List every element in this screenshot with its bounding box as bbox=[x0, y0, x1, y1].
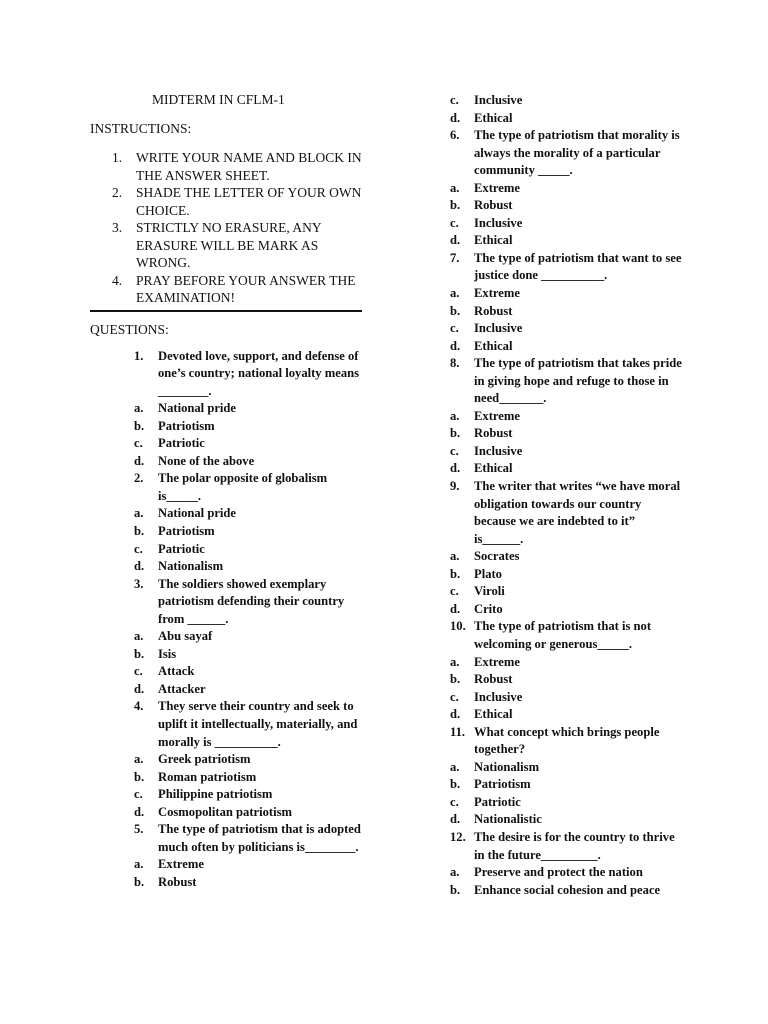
option-text: Attack bbox=[158, 664, 195, 679]
answer-option bbox=[450, 776, 686, 794]
option-letter: b. bbox=[450, 882, 461, 897]
instructions-list bbox=[90, 149, 362, 307]
option-text: Inclusive bbox=[474, 93, 523, 107]
answer-option bbox=[450, 794, 686, 812]
answer-option bbox=[90, 541, 362, 559]
question-number: 10. bbox=[450, 619, 466, 634]
option-letter: a. bbox=[134, 629, 144, 644]
answer-option bbox=[450, 338, 686, 356]
page-title: MIDTERM IN CFLM-1 bbox=[152, 92, 285, 107]
option-letter: d. bbox=[134, 559, 145, 574]
option-letter: c. bbox=[450, 584, 459, 599]
instruction-number: 2. bbox=[112, 185, 123, 200]
question-text: The desire is for the country to thrive in the future_________. bbox=[474, 829, 675, 862]
option-text: Patriotism bbox=[158, 523, 215, 538]
option-text: Nationalism bbox=[474, 759, 540, 774]
option-text: Abu sayaf bbox=[158, 629, 213, 644]
option-text: Ethical bbox=[474, 338, 513, 353]
option-text: Patriotism bbox=[158, 418, 215, 433]
answer-option bbox=[450, 425, 686, 443]
option-text: Extreme bbox=[474, 654, 520, 669]
answer-option bbox=[90, 453, 362, 471]
option-text: Extreme bbox=[474, 286, 520, 301]
option-text: Robust bbox=[474, 303, 513, 318]
question-number: 9. bbox=[450, 479, 460, 494]
answer-option bbox=[450, 443, 686, 461]
option-text: Inclusive bbox=[474, 321, 523, 336]
question-item bbox=[90, 348, 362, 401]
instruction-text: SHADE THE LETTER OF YOUR OWN CHOICE. bbox=[136, 185, 362, 218]
questions-label: QUESTIONS: bbox=[90, 321, 169, 337]
option-text: Greek patriotism bbox=[158, 752, 251, 767]
option-text: Ethical bbox=[474, 461, 513, 476]
option-letter: d. bbox=[450, 461, 461, 476]
question-number: 1. bbox=[134, 348, 144, 363]
answer-option bbox=[450, 566, 686, 584]
option-text: Extreme bbox=[474, 180, 520, 195]
option-letter: a. bbox=[450, 180, 460, 195]
question-item bbox=[450, 250, 686, 285]
option-letter: c. bbox=[134, 436, 143, 451]
answer-option bbox=[90, 751, 362, 769]
question-text: The polar opposite of globalism is_____. bbox=[158, 471, 328, 503]
option-letter: d. bbox=[134, 453, 145, 468]
option-text: Philippine patriotism bbox=[158, 787, 273, 802]
option-text: Plato bbox=[474, 566, 502, 581]
option-letter: c. bbox=[450, 794, 459, 809]
option-text: Patriotic bbox=[158, 436, 205, 451]
option-text: Patriotic bbox=[158, 541, 205, 556]
answer-option bbox=[450, 706, 686, 724]
question-item bbox=[90, 698, 362, 751]
option-text: None of the above bbox=[158, 453, 255, 468]
option-letter: a. bbox=[450, 286, 460, 301]
instructions-label: INSTRUCTIONS: bbox=[90, 121, 192, 136]
answer-option bbox=[450, 811, 686, 829]
question-number: 3. bbox=[134, 576, 144, 591]
option-text: Ethical bbox=[474, 233, 513, 248]
option-letter: d. bbox=[450, 707, 461, 722]
answer-option bbox=[90, 628, 362, 646]
option-letter: c. bbox=[450, 689, 459, 704]
option-letter: b. bbox=[450, 426, 461, 441]
option-text: Inclusive bbox=[474, 443, 523, 458]
option-text: Enhance social cohesion and peace bbox=[474, 882, 661, 897]
option-text: National pride bbox=[158, 506, 237, 521]
option-text: Patriotism bbox=[474, 777, 531, 792]
answer-option bbox=[450, 548, 686, 566]
option-letter: b. bbox=[450, 672, 461, 687]
left-column bbox=[90, 92, 362, 891]
option-letter: d. bbox=[134, 681, 145, 696]
question-item bbox=[450, 724, 686, 759]
answer-option bbox=[450, 303, 686, 321]
option-letter: c. bbox=[134, 541, 143, 556]
option-text: Nationalism bbox=[158, 559, 224, 574]
option-letter: d. bbox=[450, 338, 461, 353]
option-text: Extreme bbox=[474, 408, 520, 423]
option-text: Crito bbox=[474, 601, 503, 616]
answer-option bbox=[90, 804, 362, 822]
answer-option bbox=[450, 759, 686, 777]
answer-option bbox=[450, 232, 686, 250]
option-text: Robust bbox=[474, 426, 513, 441]
answer-option bbox=[90, 523, 362, 541]
option-text: Roman patriotism bbox=[158, 769, 257, 784]
answer-option bbox=[90, 681, 362, 699]
question-number: 11. bbox=[450, 724, 466, 739]
option-letter: b. bbox=[134, 418, 145, 433]
question-item bbox=[90, 470, 362, 505]
option-text: Inclusive bbox=[474, 215, 523, 230]
answer-option bbox=[90, 786, 362, 804]
option-letter: c. bbox=[134, 787, 143, 802]
option-letter: b. bbox=[134, 523, 145, 538]
option-text: Robust bbox=[158, 874, 197, 889]
option-letter: a. bbox=[450, 549, 460, 564]
answer-option bbox=[450, 601, 686, 619]
answer-option bbox=[450, 654, 686, 672]
question-text: What concept which brings people together? bbox=[474, 724, 660, 757]
question-number: 7. bbox=[450, 250, 460, 265]
instruction-item bbox=[90, 184, 362, 219]
left-questions bbox=[90, 348, 362, 892]
question-number: 2. bbox=[134, 471, 144, 486]
option-text: Ethical bbox=[474, 110, 513, 125]
answer-option bbox=[90, 663, 362, 681]
question-text: The soldiers showed exemplary patriotism defending their country from ______. bbox=[158, 576, 345, 626]
option-letter: b. bbox=[134, 769, 145, 784]
option-text: National pride bbox=[158, 401, 237, 416]
option-letter: b. bbox=[450, 303, 461, 318]
option-letter: a. bbox=[450, 408, 460, 423]
option-letter: a. bbox=[450, 759, 460, 774]
question-item bbox=[90, 576, 362, 629]
section-divider bbox=[90, 310, 362, 312]
answer-option bbox=[90, 400, 362, 418]
right-column bbox=[450, 92, 686, 899]
instruction-number: 1. bbox=[112, 150, 123, 165]
answer-option bbox=[90, 874, 362, 892]
option-letter: b. bbox=[450, 198, 461, 213]
instruction-text: WRITE YOUR NAME AND BLOCK IN THE ANSWER SHEET. bbox=[136, 150, 362, 183]
option-letter: c. bbox=[450, 321, 459, 336]
option-text: Attacker bbox=[158, 681, 206, 696]
answer-option bbox=[450, 583, 686, 601]
question-number: 6. bbox=[450, 128, 460, 143]
option-letter: b. bbox=[134, 646, 145, 661]
question-item bbox=[450, 478, 686, 548]
answer-option bbox=[90, 505, 362, 523]
question-number: 4. bbox=[134, 699, 144, 714]
option-letter: b. bbox=[450, 566, 461, 581]
question-number: 12. bbox=[450, 829, 466, 844]
instruction-number: 3. bbox=[112, 220, 123, 235]
answer-option bbox=[90, 435, 362, 453]
instruction-text: PRAY BEFORE YOUR ANSWER THE EXAMINATION! bbox=[136, 272, 356, 305]
option-text: Cosmopolitan patriotism bbox=[158, 804, 292, 819]
option-letter: c. bbox=[134, 664, 143, 679]
question-item bbox=[90, 821, 362, 856]
option-letter: b. bbox=[450, 777, 461, 792]
answer-option bbox=[450, 110, 686, 128]
option-text: Robust bbox=[474, 198, 513, 213]
answer-option bbox=[90, 769, 362, 787]
answer-option bbox=[450, 215, 686, 233]
question-text: The writer that writes “we have moral obligation towards our country because we are indebted to it” is______. bbox=[474, 479, 681, 546]
answer-option bbox=[450, 320, 686, 338]
question-text: They serve their country and seek to uplift it intellectually, materially, and morally is __________. bbox=[158, 699, 358, 749]
option-letter: a. bbox=[450, 654, 460, 669]
option-text: Socrates bbox=[474, 549, 520, 564]
question-item bbox=[450, 829, 686, 864]
question-item bbox=[450, 355, 686, 408]
question-text: The type of patriotism that want to see justice done __________. bbox=[474, 250, 682, 283]
question-text: The type of patriotism that is not welcoming or generous_____. bbox=[474, 619, 652, 651]
question-number: 5. bbox=[134, 822, 144, 837]
answer-option bbox=[450, 689, 686, 707]
option-letter: c. bbox=[450, 215, 459, 230]
instruction-item bbox=[90, 149, 362, 184]
answer-option bbox=[90, 558, 362, 576]
option-text: Nationalistic bbox=[474, 812, 542, 827]
question-text: The type of patriotism that morality is always the morality of a particular community _____. bbox=[474, 128, 680, 178]
answer-option bbox=[90, 856, 362, 874]
answer-option bbox=[450, 197, 686, 215]
option-letter: a. bbox=[134, 506, 144, 521]
option-letter: d. bbox=[450, 601, 461, 616]
answer-option bbox=[450, 285, 686, 303]
option-text: Robust bbox=[474, 672, 513, 687]
option-letter: d. bbox=[134, 804, 145, 819]
option-text: Isis bbox=[158, 646, 177, 661]
option-letter: a. bbox=[134, 857, 144, 872]
question-item bbox=[450, 618, 686, 653]
question-item bbox=[450, 127, 686, 180]
option-text: Inclusive bbox=[474, 689, 523, 704]
option-letter: c. bbox=[450, 93, 459, 107]
question-number: 8. bbox=[450, 356, 460, 371]
answer-option bbox=[450, 92, 686, 110]
answer-option bbox=[450, 180, 686, 198]
option-letter: d. bbox=[450, 110, 461, 125]
option-letter: d. bbox=[450, 233, 461, 248]
option-text: Preserve and protect the nation bbox=[474, 865, 643, 880]
option-text: Patriotic bbox=[474, 794, 521, 809]
option-text: Extreme bbox=[158, 857, 204, 872]
instruction-item bbox=[90, 219, 362, 272]
question-text: The type of patriotism that takes pride in giving hope and refuge to those in need_______. bbox=[474, 356, 682, 406]
option-letter: a. bbox=[134, 752, 144, 767]
option-letter: c. bbox=[450, 443, 459, 458]
question-text: The type of patriotism that is adopted much often by politicians is________. bbox=[158, 822, 361, 854]
option-letter: a. bbox=[134, 401, 144, 416]
answer-option bbox=[450, 864, 686, 882]
option-letter: a. bbox=[450, 865, 460, 880]
instruction-number: 4. bbox=[112, 272, 123, 288]
answer-option bbox=[450, 460, 686, 478]
instruction-text: STRICTLY NO ERASURE, ANY ERASURE WILL BE MARK AS WRONG. bbox=[136, 220, 322, 270]
answer-option bbox=[450, 671, 686, 689]
answer-option bbox=[450, 882, 686, 900]
right-questions bbox=[450, 92, 686, 899]
answer-option bbox=[90, 646, 362, 664]
option-letter: b. bbox=[134, 874, 145, 889]
option-text: Viroli bbox=[474, 584, 505, 599]
answer-option bbox=[450, 408, 686, 426]
option-letter: d. bbox=[450, 812, 461, 827]
question-text: Devoted love, support, and defense of one’s country; national loyalty means ________. bbox=[158, 348, 360, 398]
answer-option bbox=[90, 418, 362, 436]
option-text: Ethical bbox=[474, 707, 513, 722]
instruction-item bbox=[90, 272, 362, 307]
